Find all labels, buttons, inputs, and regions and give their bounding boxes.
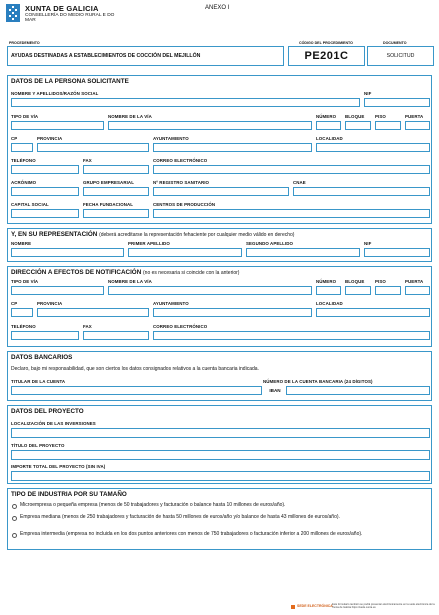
bank-section-title: DATOS BANCARIOS — [11, 354, 73, 361]
n-block-label: BLOQUE — [345, 279, 365, 284]
procedure-code: PE201C — [304, 50, 349, 62]
bank-declaration: Declaro, bajo mi responsabilidad, que son ciertos los datos consignados relativos a la cuenta bancaria indicada. — [11, 366, 259, 372]
door-field[interactable] — [405, 121, 430, 130]
org-name: XUNTA DE GALICIA — [25, 4, 99, 13]
acronym-field[interactable] — [11, 187, 79, 196]
n-phone-label: TELÉFONO — [11, 324, 36, 329]
council-label: AYUNTAMIENTO — [153, 136, 189, 141]
micro-company-option: Microempresa o pequeña empresa (menos de 50 trabajadores y facturación o balance hasta 10 millones de euros/año). — [20, 502, 286, 508]
code-label: CÓDIGO DEL PROCEDIMIENTO — [299, 41, 353, 45]
project-section — [7, 405, 432, 484]
applicant-section — [7, 75, 432, 224]
acronym-label: ACRÓNIMO — [11, 180, 37, 185]
n-road-name-field[interactable] — [108, 286, 312, 295]
bank-section — [7, 351, 432, 401]
name-field[interactable] — [11, 98, 360, 107]
notification-note: (no es necesaria si coincide con la anterior) — [143, 270, 240, 276]
block-field[interactable] — [345, 121, 371, 130]
province-label: PROVINCIA — [37, 136, 63, 141]
representative-section-title — [11, 231, 294, 238]
representative-note: (deberá acreditarse la representación fehaciente por cualquier medio válido en derecho) — [99, 232, 295, 238]
number-label: NÚMERO — [316, 114, 337, 119]
founding-date-label: FECHA FUNDACIONAL — [83, 202, 134, 207]
n-road-type-field[interactable] — [11, 286, 104, 295]
n-block-field[interactable] — [345, 286, 371, 295]
n-email-field[interactable] — [153, 331, 430, 340]
annex-label: ANEXO I — [205, 5, 230, 11]
account-number-label: NÚMERO DE LA CUENTA BANCARIA (24 DÍGITOS) — [263, 379, 373, 384]
applicant-section-title: DATOS DE LA PERSONA SOLICITANTE — [11, 78, 129, 85]
n-phone-field[interactable] — [11, 331, 79, 340]
nif-field[interactable] — [364, 98, 430, 107]
representative-title-text: Y, EN SU REPRESENTACIÓN — [11, 231, 98, 238]
representative-section — [7, 228, 432, 262]
sede-electronica-label: SEDE ELECTRÓNICA — [297, 604, 333, 608]
footer-note: Este formulario también se podrá presentar electrónicamente en la sede electrónica de la Xunta de Galicia https://sede.xunta.es — [332, 603, 435, 609]
n-council-field[interactable] — [153, 308, 312, 317]
road-name-field[interactable] — [108, 121, 312, 130]
n-floor-field[interactable] — [375, 286, 401, 295]
n-email-label: CORREO ELECTRÓNICO — [153, 324, 208, 329]
project-section-title: DATOS DEL PROYECTO — [11, 408, 84, 415]
notification-section-title — [11, 269, 239, 276]
cnae-label: CNAE — [293, 180, 306, 185]
locality-label: LOCALIDAD — [316, 136, 343, 141]
location-field[interactable] — [11, 428, 430, 438]
road-type-label: TIPO DE VÍA — [11, 114, 39, 119]
account-holder-label: TITULAR DE LA CUENTA — [11, 379, 66, 384]
n-province-label: PROVINCIA — [37, 301, 63, 306]
notification-section — [7, 266, 432, 347]
account-number-field[interactable] — [286, 386, 430, 395]
capital-field[interactable] — [11, 209, 79, 218]
capital-label: CAPITAL SOCIAL — [11, 202, 49, 207]
fax-label: FAX — [83, 158, 92, 163]
locality-field[interactable] — [316, 143, 430, 152]
n-locality-field[interactable] — [316, 308, 430, 317]
rep-surname1-field[interactable] — [128, 248, 242, 257]
email-field[interactable] — [153, 165, 430, 174]
intermediate-company-option: Empresa intermedia (empresa no incluida en los dos puntos anteriores con menos de 750 trabajadores o facturación inferior a 200 millones de euros/año). — [20, 531, 363, 537]
project-total-label: IMPORTE TOTAL DEL PROYECTO (SIN IVA) — [11, 464, 106, 469]
rep-name-field[interactable] — [11, 248, 124, 257]
road-type-field[interactable] — [11, 121, 104, 130]
cp-field[interactable] — [11, 143, 33, 152]
document-type: SOLICITUD — [386, 53, 415, 59]
council-field[interactable] — [153, 143, 312, 152]
number-field[interactable] — [316, 121, 341, 130]
intermediate-company-radio[interactable] — [12, 533, 17, 538]
email-label: CORREO ELECTRÓNICO — [153, 158, 208, 163]
rep-surname1-label: PRIMER APELLIDO — [128, 241, 170, 246]
production-centres-label: CENTROS DE PRODUCCIÓN — [153, 202, 216, 207]
province-field[interactable] — [37, 143, 149, 152]
n-cp-field[interactable] — [11, 308, 33, 317]
n-province-field[interactable] — [37, 308, 149, 317]
medium-company-radio[interactable] — [12, 516, 17, 521]
cp-label: CP — [11, 136, 18, 141]
rep-surname2-field[interactable] — [246, 248, 360, 257]
nif-label: NIF — [364, 91, 372, 96]
procedure-label: PROCEDEMENTO — [9, 41, 40, 45]
procedure-title: AYUDAS DESTINADAS A ESTABLECIMIENTOS DE COCCIÓN DEL MEJILLÓN — [11, 53, 201, 59]
n-road-type-label: TIPO DE VÍA — [11, 279, 39, 284]
production-centres-field[interactable] — [153, 209, 430, 218]
n-fax-field[interactable] — [83, 331, 149, 340]
phone-label: TELÉFONO — [11, 158, 36, 163]
n-number-label: NÚMERO — [316, 279, 337, 284]
n-number-field[interactable] — [316, 286, 341, 295]
micro-company-radio[interactable] — [12, 504, 17, 509]
name-label: NOMBRE Y APELLIDOS/RAZÓN SOCIAL — [11, 91, 99, 96]
document-box — [367, 46, 434, 66]
cnae-field[interactable] — [293, 187, 430, 196]
sanitary-reg-label: Nº REGISTRO SANITARIO — [153, 180, 210, 185]
location-label: LOCALIZACIÓN DE LAS INVERSIONES — [11, 421, 96, 426]
xunta-logo — [6, 4, 20, 22]
n-fax-label: FAX — [83, 324, 92, 329]
n-cp-label: CP — [11, 301, 18, 306]
industry-section-title: TIPO DE INDUSTRIA POR SU TAMAÑO — [11, 491, 127, 498]
floor-field[interactable] — [375, 121, 401, 130]
floor-label: PISO — [375, 114, 386, 119]
business-group-field[interactable] — [83, 187, 149, 196]
rep-name-label: NOMBRE — [11, 241, 32, 246]
notification-title-text: DIRECCIÓN A EFECTOS DE NOTIFICACIÓN — [11, 269, 142, 276]
account-holder-field[interactable] — [11, 386, 262, 395]
n-council-label: AYUNTAMIENTO — [153, 301, 189, 306]
n-road-name-label: NOMBRE DE LA VÍA — [108, 279, 152, 284]
sede-electronica-icon — [291, 605, 295, 609]
founding-date-field[interactable] — [83, 209, 149, 218]
phone-field[interactable] — [11, 165, 79, 174]
n-locality-label: LOCALIDAD — [316, 301, 343, 306]
code-box — [288, 46, 365, 66]
project-title-field[interactable] — [11, 450, 430, 460]
rep-nif-field[interactable] — [364, 248, 430, 257]
industry-section — [7, 488, 432, 550]
sanitary-reg-field[interactable] — [153, 187, 289, 196]
project-title-label: TÍTULO DEL PROYECTO — [11, 443, 65, 448]
project-total-field[interactable] — [11, 471, 430, 481]
procedure-box — [7, 46, 284, 66]
block-label: BLOQUE — [345, 114, 365, 119]
door-label: PUERTA — [405, 114, 424, 119]
org-department: CONSELLERÍA DO MEDIO RURAL E DO MAR — [25, 13, 115, 24]
business-group-label: GRUPO EMPRESARIAL — [83, 180, 134, 185]
rep-surname2-label: SEGUNDO APELLIDO — [246, 241, 294, 246]
n-door-label: PUERTA — [405, 279, 424, 284]
road-name-label: NOMBRE DE LA VÍA — [108, 114, 152, 119]
medium-company-option: Empresa mediana (menos de 250 trabajadores y facturación de hasta 50 millones de euros/año y/o balance de hasta 43 millones de euros/año). — [20, 514, 340, 520]
document-label: DOCUMENTO — [383, 41, 407, 45]
n-door-field[interactable] — [405, 286, 430, 295]
iban-label: IBAN — [269, 388, 281, 393]
rep-nif-label: NIF — [364, 241, 372, 246]
n-floor-label: PISO — [375, 279, 386, 284]
fax-field[interactable] — [83, 165, 149, 174]
